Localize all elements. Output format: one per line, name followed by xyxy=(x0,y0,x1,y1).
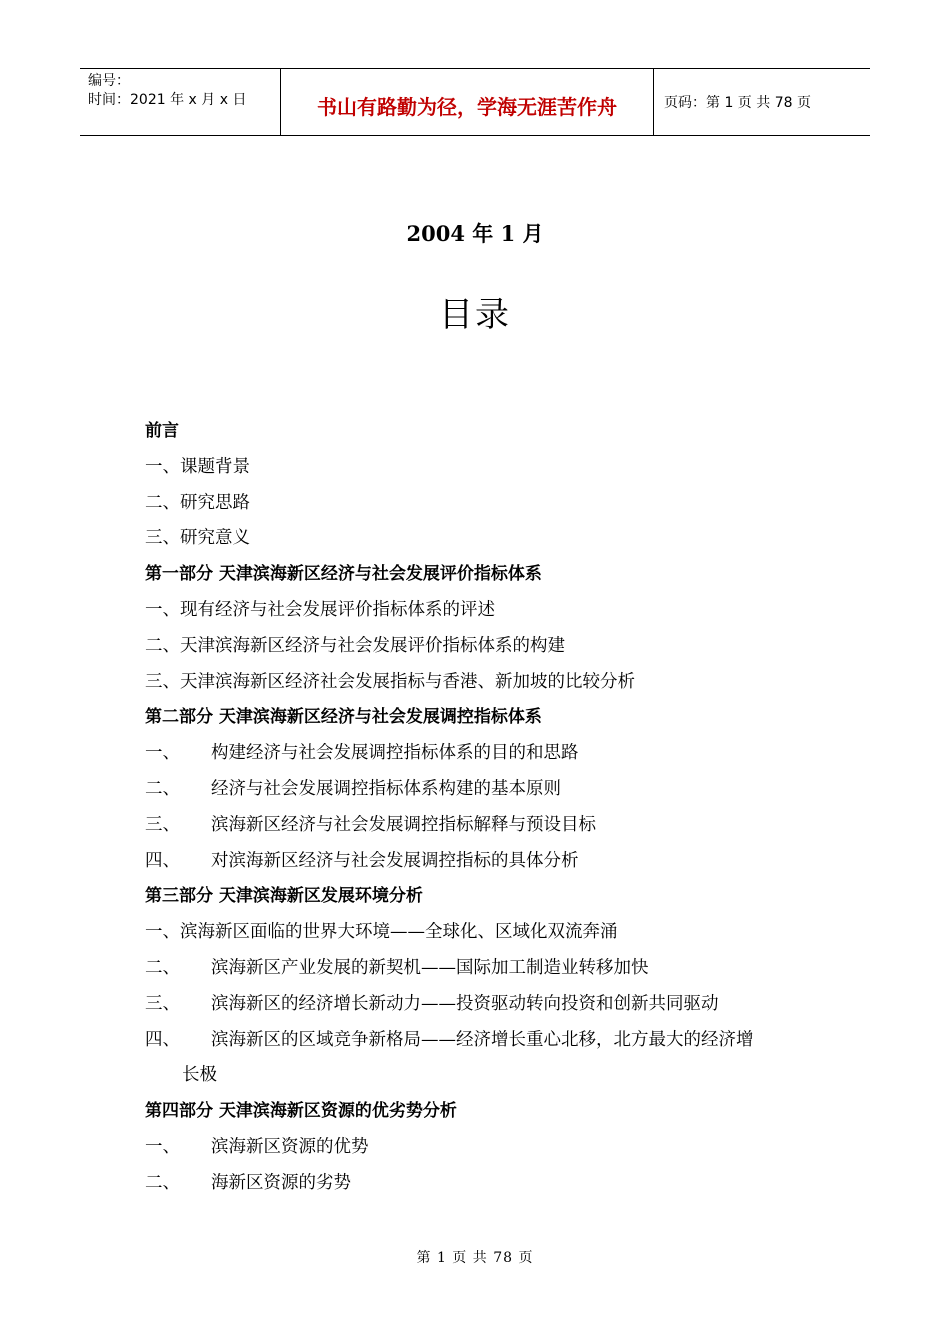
header-meta-cell xyxy=(80,69,281,135)
toc-item-number: 三、 xyxy=(145,814,180,835)
toc-item-number: 四、 xyxy=(145,850,180,871)
toc-part-3[interactable]: 第三部分 天津滨海新区发展环境分析 xyxy=(145,886,423,907)
toc-item-text: 滨海新区产业发展的新契机——国际加工制造业转移加快 xyxy=(211,957,649,978)
toc-item[interactable]: 三、天津滨海新区经济社会发展指标与香港、新加坡的比较分析 xyxy=(145,671,635,692)
toc-item[interactable]: 二、天津滨海新区经济与社会发展评价指标体系的构建 xyxy=(145,635,565,656)
toc-item[interactable] xyxy=(145,951,815,987)
toc-item[interactable] xyxy=(145,736,815,772)
toc-item[interactable] xyxy=(145,987,815,1023)
toc-item-text: 构建经济与社会发展调控指标体系的目的和思路 xyxy=(211,743,579,764)
toc-item[interactable]: 一、课题背景 xyxy=(145,456,250,477)
toc-item-text: 海新区资源的劣势 xyxy=(211,1172,351,1193)
toc-item-number: 二、 xyxy=(145,1172,180,1193)
toc-item[interactable] xyxy=(145,844,815,880)
toc-item-number: 三、 xyxy=(145,993,180,1014)
time-label: 时间：2021 年 x 月 x 日 xyxy=(88,92,247,108)
toc-item[interactable]: 三、研究意义 xyxy=(145,528,250,549)
toc-part-2[interactable]: 第二部分 天津滨海新区经济与社会发展调控指标体系 xyxy=(145,707,542,728)
toc-item-number: 一、 xyxy=(145,743,180,764)
toc-part-1[interactable]: 第一部分 天津滨海新区经济与社会发展评价指标体系 xyxy=(145,564,542,585)
toc-item[interactable] xyxy=(145,808,815,844)
toc-item[interactable]: 一、滨海新区面临的世界大环境——全球化、区域化双流奔涌 xyxy=(145,922,618,943)
toc-item[interactable] xyxy=(145,1023,815,1095)
toc-item[interactable] xyxy=(145,772,815,808)
toc-preface[interactable]: 前言 xyxy=(145,421,179,441)
document-header xyxy=(80,68,870,136)
toc-item-text: 滨海新区资源的优势 xyxy=(211,1136,369,1157)
toc-item-number: 四、 xyxy=(145,1029,180,1050)
number-label: 编号： xyxy=(88,73,130,89)
page-footer: 第 1 页 共 78 页 xyxy=(416,1250,534,1266)
toc-title: 目录 xyxy=(439,295,511,335)
toc-item-text: 滨海新区的区域竞争新格局——经济增长重心北移，北方最大的经济增 xyxy=(211,1029,754,1050)
toc-item-text: 滨海新区经济与社会发展调控指标解释与预设目标 xyxy=(211,814,596,835)
toc-item[interactable] xyxy=(145,1130,815,1166)
toc-item[interactable]: 二、研究思路 xyxy=(145,492,250,513)
toc-item-number: 二、 xyxy=(145,957,180,978)
header-motto: 书山有路勤为径，学海无涯苦作舟 xyxy=(281,69,654,135)
toc-item-text-continued: 长极 xyxy=(182,1065,217,1086)
toc-part-4[interactable]: 第四部分 天津滨海新区资源的优劣势分析 xyxy=(145,1101,457,1122)
toc-item[interactable]: 一、现有经济与社会发展评价指标体系的评述 xyxy=(145,599,495,620)
table-of-contents xyxy=(145,414,815,1202)
toc-item-text: 滨海新区的经济增长新动力——投资驱动转向投资和创新共同驱动 xyxy=(211,993,719,1014)
toc-item-text: 经济与社会发展调控指标体系构建的基本原则 xyxy=(211,778,561,799)
header-page-info: 页码：第 1 页 共 78 页 xyxy=(664,95,811,111)
date-title: 2004 年 1 月 xyxy=(406,221,544,246)
toc-item-number: 二、 xyxy=(145,778,180,799)
toc-item-number: 一、 xyxy=(145,1136,180,1157)
toc-item-text: 对滨海新区经济与社会发展调控指标的具体分析 xyxy=(211,850,579,871)
toc-item[interactable] xyxy=(145,1166,815,1202)
